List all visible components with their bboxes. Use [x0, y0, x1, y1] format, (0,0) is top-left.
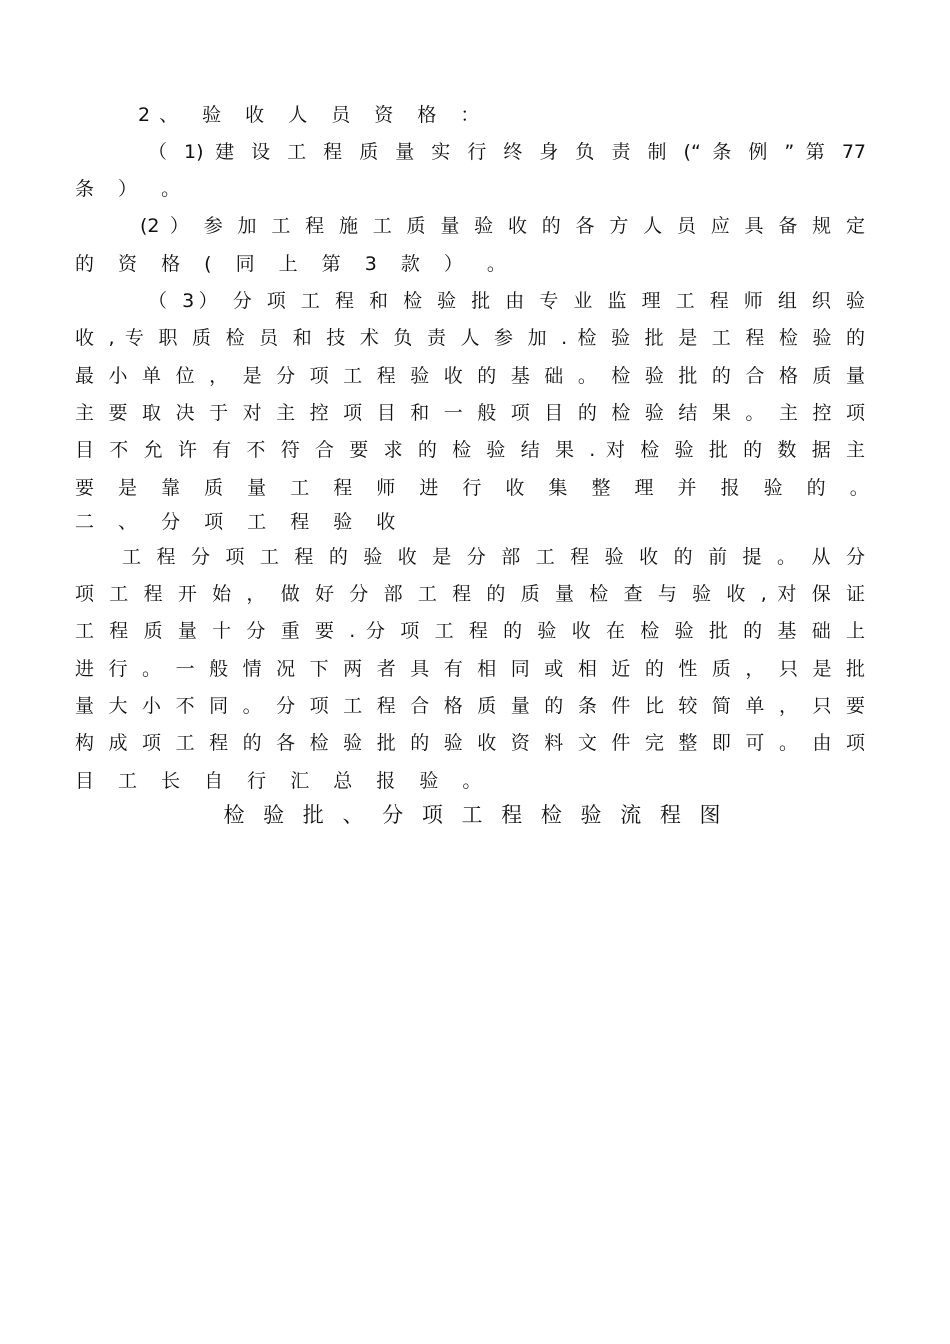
para-2-line-6: 构 成 项 工 程 的 各 检 验 批 的 验 收 资 料 文 件 完 整 即 可 。 由 项 [75, 732, 865, 754]
para-2-line-5: 量 大 小 不 同 。 分 项 工 程 合 格 质 量 的 条 件 比 较 简 单 ， 只 要 [75, 695, 865, 717]
item-3-line-4: 主 要 取 决 于 对 主 控 项 目 和 一 般 项 目 的 检 验 结 果 。 主 控 项 [75, 402, 865, 424]
item-3-line-3: 最 小 单 位 ， 是 分 项 工 程 验 收 的 基 础 。 检 验 批 的 合 格 质 量 [75, 365, 865, 387]
para-2-line-3: 工 程 质 量 十 分 重 要 . 分 项 工 程 的 验 收 在 检 验 批 的 基 础 上 [75, 620, 865, 642]
item-2-line-2: 的 资 格 ( 同 上 第 3 款 ） 。 [75, 253, 515, 275]
item-3-line-1: （ 3） 分 项 工 程 和 检 验 批 由 专 业 监 理 工 程 师 组 织 验 [148, 290, 865, 312]
para-2-line-2: 项 工 程 开 始 ， 做 好 分 部 工 程 的 质 量 检 查 与 验 收 , 对 保 证 [75, 583, 865, 605]
item-3-line-5: 目 不 允 许 有 不 符 合 要 求 的 检 验 结 果 . 对 检 验 批 的 数 据 主 [75, 439, 865, 461]
para-2-line-7: 目 工 长 自 行 汇 总 报 验 。 [75, 770, 491, 792]
item-2-line-1: (2 ） 参 加 工 程 施 工 质 量 验 收 的 各 方 人 员 应 具 备 规 定 [140, 215, 865, 237]
item-3-line-2: 收 , 专 职 质 检 员 和 技 术 负 责 人 参 加 . 检 验 批 是 工 程 检 验 的 [75, 327, 865, 349]
para-2-line-1: 工 程 分 项 工 程 的 验 收 是 分 部 工 程 验 收 的 前 提 。 从 分 [122, 546, 865, 568]
flowchart-title: 检 验 批 、 分 项 工 程 检 验 流 程 图 [223, 803, 727, 827]
item-1-line-1: （ 1) 建 设 工 程 质 量 实 行 终 身 负 责 制 (“ 条 例 ” 第 77 [148, 141, 866, 163]
item-1-line-2: 条 ） 。 [75, 178, 190, 200]
section-2-title: 2、 验 收 人 员 资 格 ： [138, 104, 489, 126]
para-2-line-4: 进 行 。 一 般 情 况 下 两 者 具 有 相 同 或 相 近 的 性 质 ， 只 是 批 [75, 658, 865, 680]
item-3-line-6: 要 是 靠 质 量 工 程 师 进 行 收 集 整 理 并 报 验 的 。 [75, 477, 878, 499]
section-two-title: 二 、 分 项 工 程 验 收 [75, 511, 405, 533]
